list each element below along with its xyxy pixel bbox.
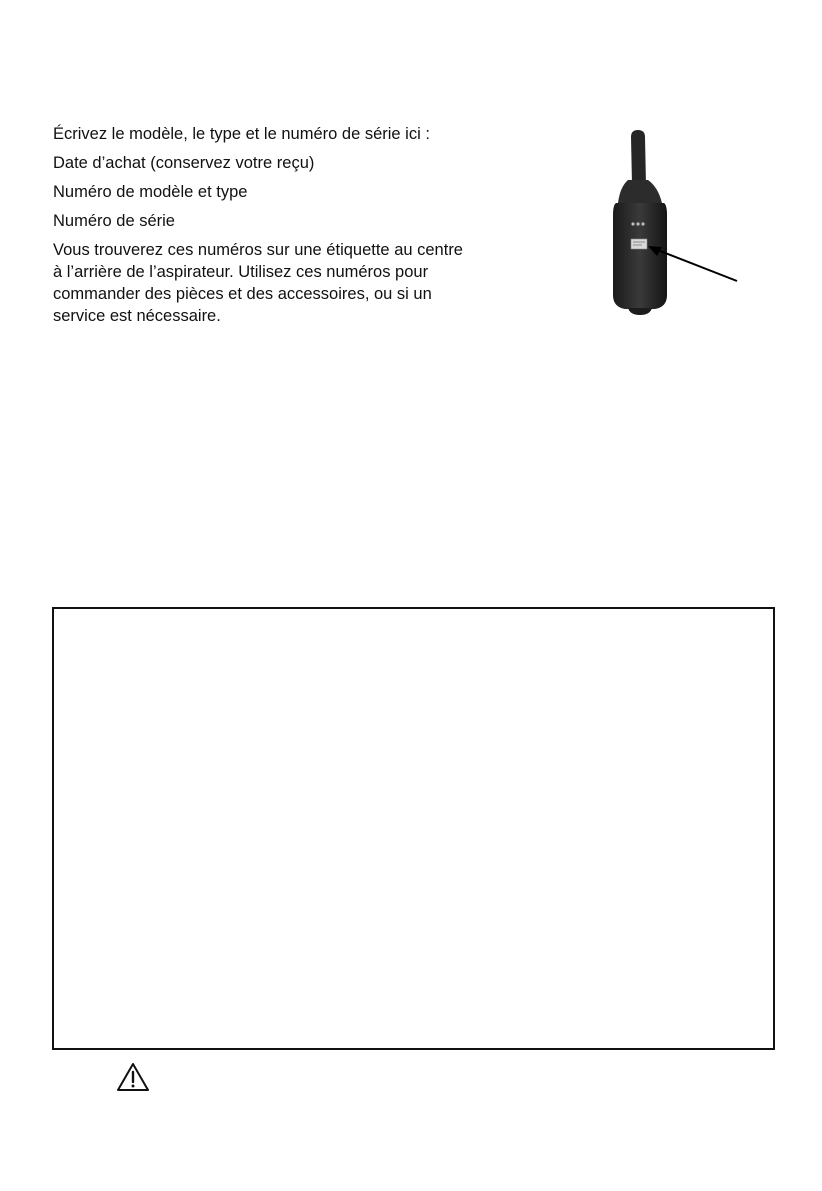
vacuum-foot [628,308,652,315]
vacuum-handle [631,130,646,185]
purchase-date-label: Date d’achat (conservez votre reçu) [53,154,315,172]
serial-number-label: Numéro de série [53,212,175,230]
pointer-arrow [655,249,737,281]
note-line: service est nécessaire. [53,307,221,325]
framed-content-box [52,607,775,1050]
vacuum-main-body [613,203,667,309]
note-line: à l’arrière de l’aspirateur. Utilisez ces numéros pour [53,263,429,281]
label-location-note [53,239,503,327]
warning-triangle-icon [116,1062,150,1092]
vacuum-back-illustration [600,125,750,320]
serial-label-sticker [631,239,647,249]
note-line: Vous trouverez ces numéros sur une étiquette au centre [53,241,463,259]
registration-text [53,123,503,334]
model-type-label: Numéro de modèle et type [53,183,248,201]
vacuum-upper-body [618,180,662,203]
note-line: commander des pièces et des accessoires, ou si un [53,285,432,303]
registration-intro: Écrivez le modèle, le type et le numéro de série ici : [53,125,430,143]
